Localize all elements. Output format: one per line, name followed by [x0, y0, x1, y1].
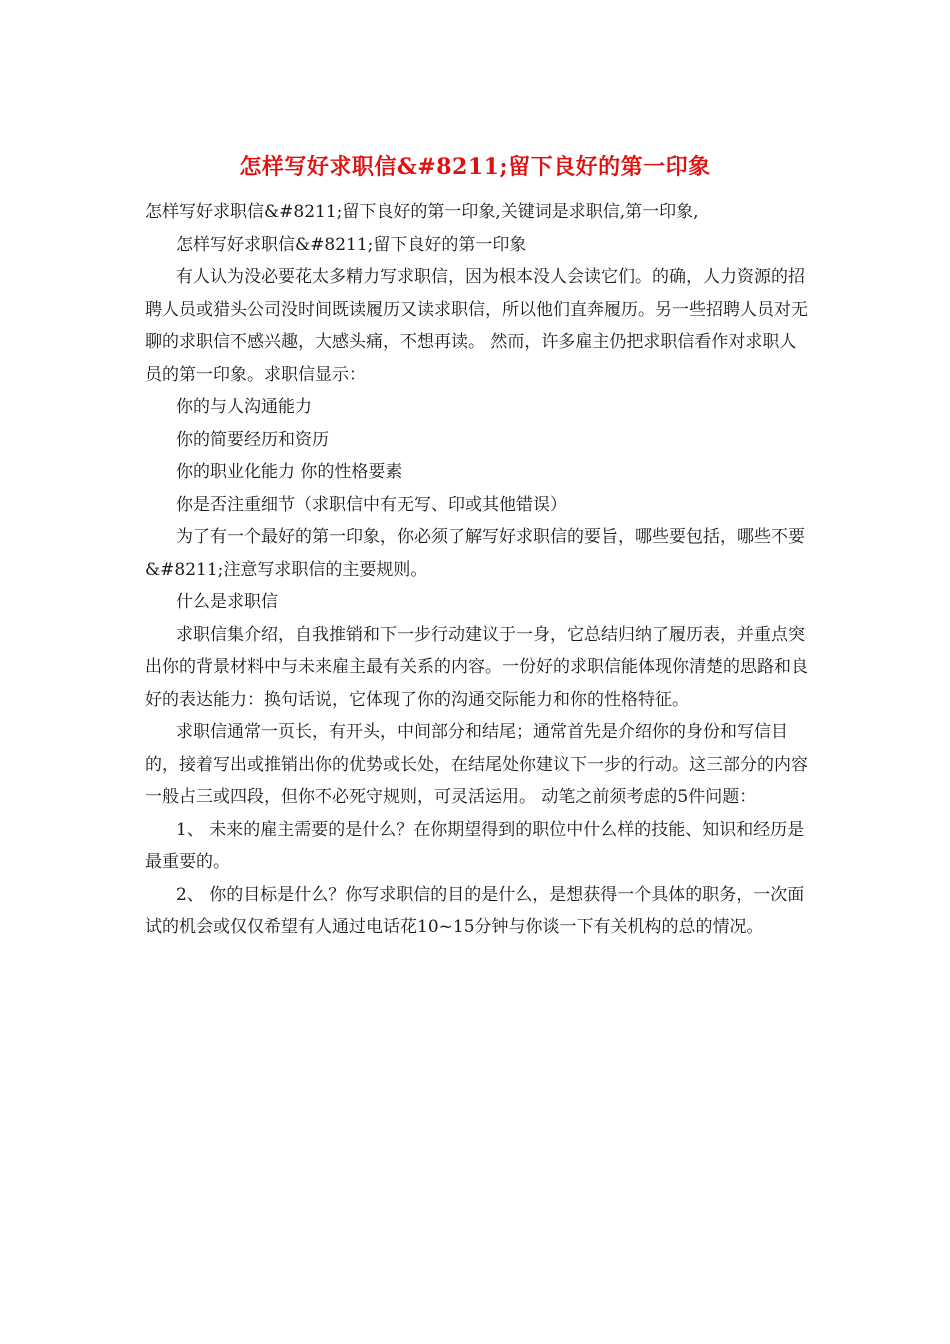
list-item: 你的简要经历和资历 [176, 429, 329, 450]
paragraph: 为了有一个最好的第一印象，你必须了解写好求职信的要旨，哪些要包括，哪些不要&#8211;注意写求职信的主要规则。 [145, 527, 805, 580]
section-heading: 什么是求职信 [176, 592, 278, 612]
list-item: 你是否注重细节（求职信中有无写、印或其他错误） [176, 494, 567, 515]
paragraph-keywords: 怎样写好求职信&#8211;留下良好的第一印象,关键词是求职信,第一印象, [145, 202, 699, 222]
document-body [145, 196, 810, 944]
paragraph: 有人认为没必要花太多精力写求职信，因为根本没人会读它们。的确，人力资源的招聘人员或猎头公司没时间既读履历又读求职信，所以他们直奔履历。另一些招聘人员对无聊的求职信不感兴趣，大感头痛，不想再读。 然而，许多雇主仍把求职信看作对求职人员的第一印象。求职信显示： [145, 267, 808, 385]
paragraph: 求职信通常一页长，有开头，中间部分和结尾；通常首先是介绍你的身份和写信目的，接着写出或推销出你的优势或长处，在结尾处你建议下一步的行动。这三部分的内容一般占三或四段，但你不必死守规则，可灵活运用。 动笔之前须考虑的5件问题： [145, 722, 808, 807]
paragraph: 求职信集介绍，自我推销和下一步行动建议于一身，它总结归纳了履历表，并重点突出你的背景材料中与未来雇主最有关系的内容。一份好的求职信能体现你清楚的思路和良好的表达能力：换句话说，它体现了你的沟通交际能力和你的性格特征。 [145, 624, 808, 710]
document-title: 怎样写好求职信&#8211;留下良好的第一印象 [239, 154, 711, 180]
list-item: 你的与人沟通能力 [176, 397, 312, 417]
numbered-item: 1、 未来的雇主需要的是什么？在你期望得到的职位中什么样的技能、知识和经历是最重要的。 [145, 819, 805, 872]
numbered-item: 2、 你的目标是什么？你写求职信的目的是什么，是想获得一个具体的职务，一次面试的机会或仅仅希望有人通过电话花10~15分钟与你谈一下有关机构的总的情况。 [145, 884, 805, 937]
paragraph-subtitle: 怎样写好求职信&#8211;留下良好的第一印象 [176, 234, 527, 255]
list-item: 你的职业化能力 你的性格要素 [176, 462, 403, 482]
